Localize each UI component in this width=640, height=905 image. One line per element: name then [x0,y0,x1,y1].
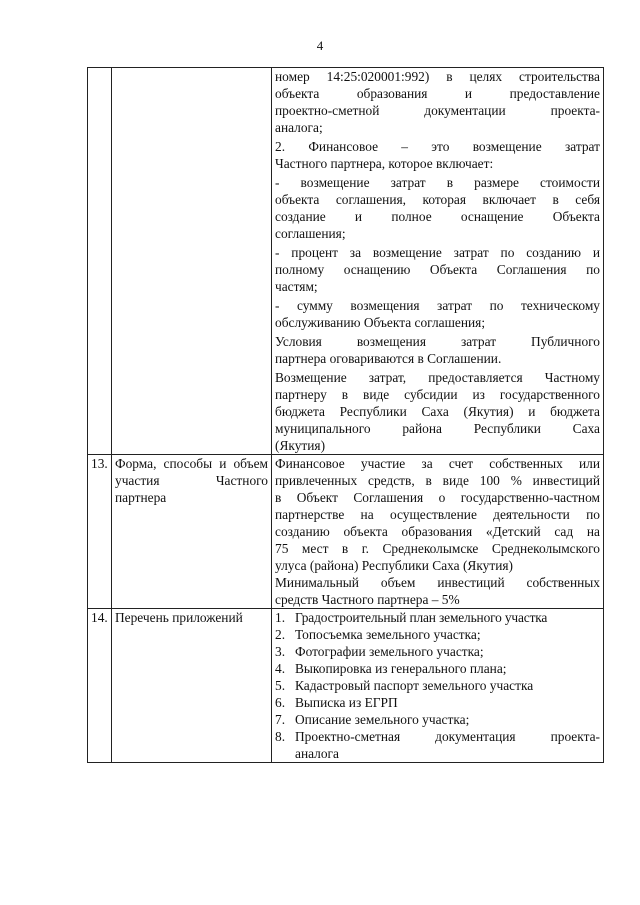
appendix-list [275,609,600,762]
content-line: Финансовое участие за счет собственных или [275,456,600,471]
content-line: (Якутия) [275,438,326,453]
name-line: Форма, способы и объем [115,456,268,471]
name-line: участия Частного [115,473,268,488]
appendix-item [275,728,600,762]
appendix-text: Проектно-сметная документация проекта- [295,729,600,744]
content-line: Условия возмещения затрат Публичного [275,334,600,349]
row-name-cell [112,68,272,455]
appendix-item [275,694,600,711]
content-line: проектно-сметной документации проекта- [275,103,600,118]
content-line: аналога; [275,120,323,135]
appendix-text: Топосъемка земельного участка; [295,627,481,642]
appendix-item [275,643,600,660]
content-line: частям; [275,279,318,294]
table-row-continuation [88,68,604,455]
appendix-text: Описание земельного участка; [295,712,470,727]
content-line: номер 14:25:020001:992) в целях строительства [275,69,600,84]
appendix-item [275,660,600,677]
appendix-number: 2. [275,627,286,642]
appendix-text: Выписка из ЕГРП [295,695,398,710]
appendix-item [275,626,600,643]
row-name-cell: Перечень приложений [112,609,272,763]
content-line: полному оснащению Объекта Соглашения по [275,262,600,277]
row-name-cell [112,455,272,609]
appendix-text-block [295,728,600,762]
content-line: Минимальный объем инвестиций собственных [275,575,600,590]
content-line: - возмещение затрат в размере стоимости [275,175,600,190]
appendix-text: Выкопировка из генерального плана; [295,661,507,676]
content-line: 2. Финансовое – это возмещение затрат [275,139,600,154]
appendix-number: 3. [275,644,286,659]
content-line: улуса (района) Республики Саха (Якутия) [275,558,514,573]
row-number-cell [88,68,112,455]
content-line: партнерстве на осуществление деятельности по [275,507,600,522]
appendix-number: 4. [275,661,286,676]
content-line: муниципального района Республики Саха [275,421,600,436]
page-number: 4 [316,38,324,53]
content-line: партнеру в виде субсидии из государственного [275,387,600,402]
content-line: партнера оговариваются в Соглашении. [275,351,502,366]
table-row-14 [88,609,604,763]
row-content-cell [272,455,604,609]
appendix-item [275,711,600,728]
content-line: - сумму возмещения затрат по техническому [275,298,600,313]
content-line: обслуживанию Объекта соглашения; [275,315,486,330]
appendix-item [275,677,600,694]
row-content-cell [272,609,604,763]
appendix-text: Фотографии земельного участка; [295,644,484,659]
appendix-number: 1. [275,610,286,625]
row-number-cell: 13. [88,455,112,609]
document-table [87,67,604,763]
appendix-number: 5. [275,678,286,693]
appendix-text: Кадастровый паспорт земельного участка [295,678,534,693]
content-line: созданию объекта образования «Детский сад на [275,524,600,539]
content-line: объекта соглашения, которая включает в себя [275,192,600,207]
content-line: бюджета Республики Саха (Якутия) и бюджета [275,404,600,419]
row-content-cell [272,68,604,455]
content-line: соглашения; [275,226,346,241]
content-line: привлеченных средств, в виде 100 % инвестиций [275,473,600,488]
row-number-cell: 14. [88,609,112,763]
appendix-text: аналога [295,746,339,761]
appendix-number: 8. [275,729,286,744]
appendix-number: 6. [275,695,286,710]
appendix-text: Градостроительный план земельного участка [295,610,548,625]
content-line: Частного партнера, которое включает: [275,156,494,171]
content-line: Возмещение затрат, предоставляется Частному [275,370,600,385]
table-row-13 [88,455,604,609]
name-line: партнера [115,490,167,505]
appendix-item [275,609,600,626]
content-line: - процент за возмещение затрат по созданию и [275,245,600,260]
content-line: объекта образования и предоставление [275,86,600,101]
content-line: создание и полное оснащение Объекта [275,209,600,224]
content-line: 75 мест в г. Среднеколымске Среднеколымского [275,541,600,556]
appendix-number: 7. [275,712,286,727]
content-line: средств Частного партнера – 5% [275,592,460,607]
content-line: в Объект Соглашения о государственно-частном [275,490,600,505]
